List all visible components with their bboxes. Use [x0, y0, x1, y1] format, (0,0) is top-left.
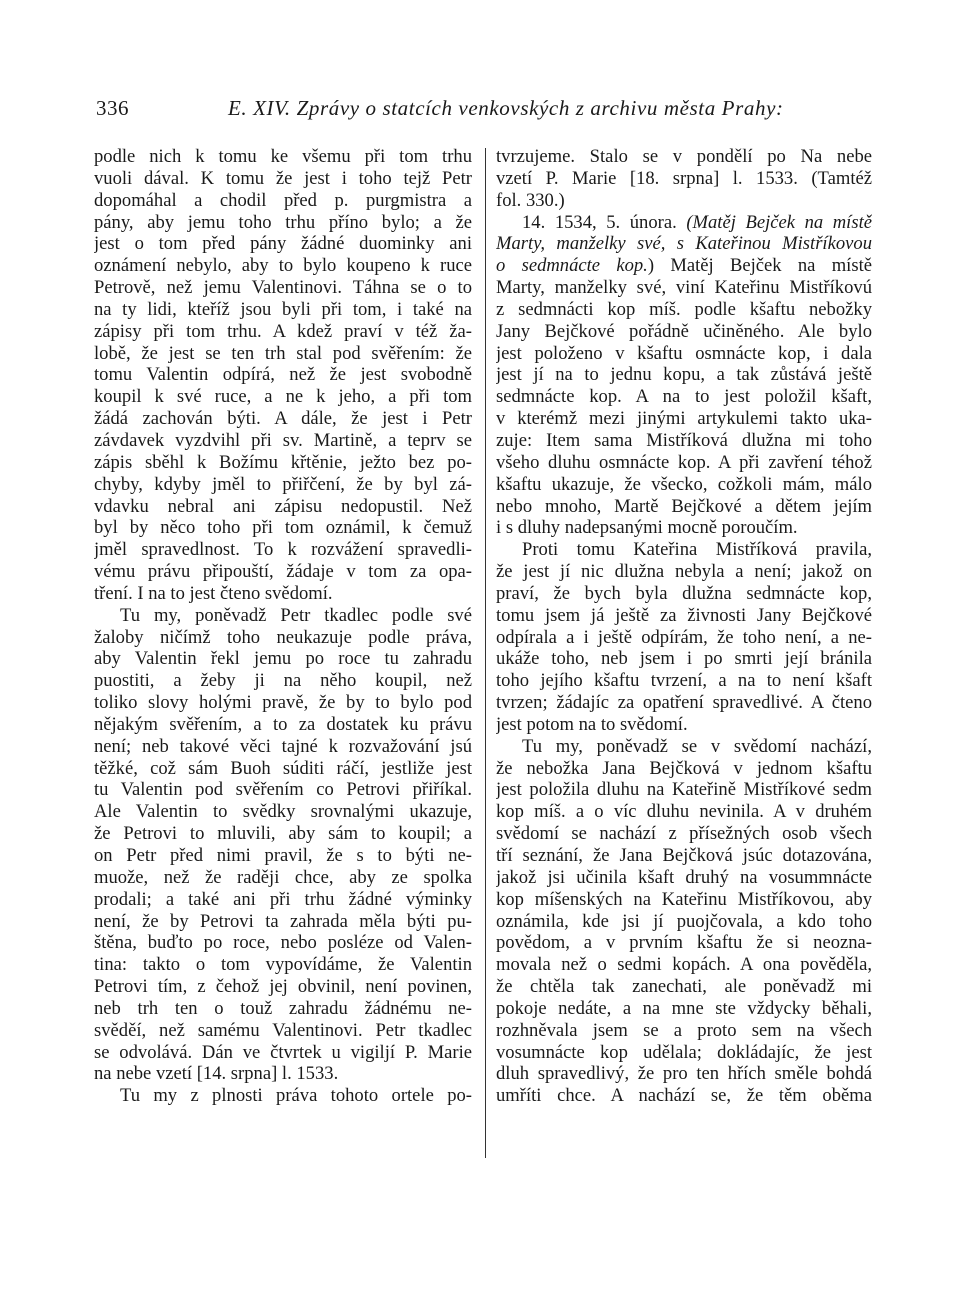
- text-line: prodali; a také ani při trhu žádné výminky: [94, 888, 472, 910]
- text-line: umříti chce. A nachází se, že těm oběma: [496, 1085, 872, 1107]
- left-text-column: [94, 146, 472, 1107]
- text-line: svědomí se nachází z přísežných osob všech: [496, 823, 872, 845]
- text-line: nebo mnoho, Martě Bejčkové a dětem jejím: [496, 495, 872, 517]
- text-line: vému právu připouští, žádaje v tom za opa-: [94, 561, 472, 583]
- text-line: Jany Bejčkové pořádně učiněného. Ale bylo: [496, 320, 872, 342]
- text-line: štěna, buďto po roce, nebo posléze od Valen-: [94, 932, 472, 954]
- text-line: Petrovi tím, z čehož jej obvinil, není povinen,: [94, 976, 472, 998]
- text-line: všeho dluhu osmnácte kop. A při zavření téhož: [496, 451, 872, 473]
- text-line: jest jí na to jednu kopu, a tak zůstává ještě: [496, 364, 872, 386]
- text-line: Petrově, než jemu Valentinovi. Táhna se o to: [94, 277, 472, 299]
- text-line: Marty, manželky své, s Kateřinou Mistříkovou: [496, 233, 872, 255]
- text-line: podle nich k tomu ke všemu při tom trhu: [94, 146, 472, 167]
- text-line: se odvolává. Dán ve čtvrtek u vigiljí P. Marie: [94, 1041, 472, 1063]
- text-line: jest položila dluhu na Kateřině Mistříkové sedm: [496, 779, 872, 801]
- text-line: zápisy při tom trhu. A kdež praví v též ža-: [94, 320, 472, 342]
- text-line: rozhněvala jsem se a proto sem na všech: [496, 1019, 872, 1041]
- text-line: toho jejího kšaftu tvrzení, a na to není kšaft: [496, 670, 872, 692]
- text-line: Tu my, poněvadž Petr tkadlec podle své: [120, 604, 472, 626]
- text-line: vuoli dával. K tomu že jest i toho tejž Petr: [94, 167, 472, 189]
- text-line: fol. 330.): [496, 189, 565, 211]
- text-line: není, že by Petrovi ta zahrada měla býti pu-: [94, 910, 472, 932]
- text-line: ukáže toho, neb jsem i po smrti její bránila: [496, 648, 872, 670]
- text-line: neb trh ten o touž zahradu žádnému ne-: [94, 997, 472, 1019]
- text-line: že Petrovi to mluvili, aby sám to koupil; a: [94, 823, 472, 845]
- text-line: z sedmnácti kop míš. podle kšaftu nebožky: [496, 298, 872, 320]
- text-line: odpírala a i ještě odpírám, že toho není, a ne-: [496, 626, 872, 648]
- text-line: tomu jsem já ještě za živnosti Jany Bejčkové: [496, 604, 872, 626]
- text-line: oznámení nebylo, aby to bylo koupeno k ruce: [94, 255, 472, 277]
- column-divider: [485, 148, 486, 1158]
- text-line: na ty lidi, kteříž jsou byli při tom, i také na: [94, 298, 472, 320]
- text-line: závdavek vyzdvihl při sv. Martině, a teprv se: [94, 429, 472, 451]
- text-line: žádá zachován býti. A dále, že jest i Petr: [94, 408, 472, 430]
- text-line: sedmnácte kop. A na to jest položil kšaft,: [496, 386, 872, 408]
- text-line: tvrzujeme. Stalo se v pondělí po Na nebe: [496, 146, 872, 167]
- text-line: chyby, kdyby jměl to přiřčení, že by byl zá-: [94, 473, 472, 495]
- text-line: tu Valentin pod svěřením co Petrovi přiříkal.: [94, 779, 472, 801]
- text-line: vosumnácte kop udělala; dokládajíc, že jest: [496, 1041, 872, 1063]
- text-line: Tu my z plnosti práva tohoto ortele po-: [120, 1085, 472, 1107]
- text-line: zápis sběhl k Božímu křtěnie, ježto bez po-: [94, 451, 472, 473]
- text-line: i s dluhy nadepsanými mocně poroučím.: [496, 517, 798, 539]
- text-line: jest potom na to svědomí.: [496, 713, 688, 735]
- page-number: 336: [96, 96, 129, 120]
- text-line: že nebožka Jana Bejčková v jednom kšaftu: [496, 757, 872, 779]
- text-line: jest o tom před pány žádné duominky ani: [94, 233, 472, 255]
- text-line: vzetí P. Marie [18. srpna] l. 1533. (Tamtéž: [496, 167, 872, 189]
- text-line: tomu Valentin odpírá, než že jest svobodně: [94, 364, 472, 386]
- text-line: dluh spravedlivý, že pro ten hřích směle bohdá: [496, 1063, 872, 1085]
- text-line: kop míšenských na Kateřinu Mistříkovou, aby: [496, 888, 872, 910]
- text-line: lobě, že jest se ten trh stal pod svěřením: že: [94, 342, 472, 364]
- text-line: jměl spravedlnost. To k rozvážení spravedli-: [94, 539, 472, 561]
- text-line: kšaftu ukazuje, že všecko, cožkoli mám, málo: [496, 473, 872, 495]
- text-line: 14. 1534, 5. února. (Matěj Bejček na místě: [522, 211, 872, 233]
- text-line: Ale Valentin to svědky srovnalými ukazuje,: [94, 801, 472, 823]
- text-line: koupil k své ruce, a ne k jeho, a při tom: [94, 386, 472, 408]
- text-line: svěděí, než samému Valentinovi. Petr tkadlec: [94, 1019, 472, 1041]
- text-line: nějakým svěřením, a to za dostatek ku právu: [94, 713, 472, 735]
- text-line: vdavku nebral ani zápisu nedopustil. Než: [94, 495, 472, 517]
- text-line: Tu my, poněvadž se v svědomí nachází,: [522, 735, 872, 757]
- text-line: pány, aby jemu toho trhu příno bylo; a že: [94, 211, 472, 233]
- text-line: muože, než že raději chce, aby ze spolka: [94, 866, 472, 888]
- running-head: E. XIV. Zprávy o statcích venkovských z archivu města Prahy:: [228, 96, 784, 120]
- text-line: praví, že bych byla dlužna sedmnácte kop,: [496, 582, 872, 604]
- text-line: že jest jí nic dlužna nebyla a není; jakož on: [496, 561, 872, 583]
- text-line: Proti tomu Kateřina Mistříková pravila,: [522, 539, 872, 561]
- text-line: on Petr před nimi pravil, že s to býti ne-: [94, 845, 472, 866]
- text-line: tvrzen; žádajíc za opatření spravedlivé. A čteno: [496, 692, 872, 714]
- text-line: v kterémž mezi jinými artykulemi takto uka-: [496, 408, 872, 430]
- text-line: oznámila, kde jsi jí puojčovala, a kdo toho: [496, 910, 872, 932]
- text-line: na nebe vzetí [14. srpna] l. 1533.: [94, 1063, 339, 1085]
- text-line: o sedmnácte kop.) Matěj Bejček na místě: [496, 255, 872, 277]
- text-line: že chtěla tak zanechati, ale poněvadž mi: [496, 976, 872, 998]
- text-line: jest položeno v kšaftu osmnácte kop, i dala: [496, 342, 872, 364]
- text-line: dopomáhal a chodil před p. purgmistra a: [94, 189, 472, 211]
- text-line: jakož jsi učinila kšaft druhý na vosummnácte: [496, 866, 872, 888]
- text-line: tří seznání, že Jana Bejčková jsúc dotazována,: [496, 845, 872, 866]
- text-line: tina: takto o tom vypovídáme, že Valentin: [94, 954, 472, 976]
- text-line: toliko slovy holými pravě, že by to bylo pod: [94, 692, 472, 714]
- text-line: puostiti, a žeby ji na něho koupil, než: [94, 670, 472, 692]
- text-line: byl by něco toho při tom oznámil, k čemuž: [94, 517, 472, 539]
- page-header: [96, 96, 868, 126]
- text-line: žaloby ničímž toho neukazuje podle práva,: [94, 626, 472, 648]
- text-line: povědom, a v prvním kšaftu že si neozna-: [496, 932, 872, 954]
- text-line: movala než o sedmi kopách. A ona pověděla,: [496, 954, 872, 976]
- text-line: kop míš. a o víc dluhu nevinila. A v druhém: [496, 801, 872, 823]
- text-line: těžké, což sám Buoh súditi ráčí, jestliže jest: [94, 757, 472, 779]
- text-line: aby Valentin řekl jemu po roce tu zahradu: [94, 648, 472, 670]
- text-line: zuje: Item sama Mistříková dlužna mi toho: [496, 429, 872, 451]
- right-text-column: [496, 146, 872, 1107]
- text-line: pokoje nedáte, a na mne ste vždycky běhali,: [496, 997, 872, 1019]
- text-line: není; neb takové věci tajné k rozvažování jsú: [94, 735, 472, 757]
- text-line: Marty, manželky své, viní Kateřinu Mistříkovú: [496, 277, 872, 299]
- text-line: tření. I na to jest čteno svědomí.: [94, 582, 333, 604]
